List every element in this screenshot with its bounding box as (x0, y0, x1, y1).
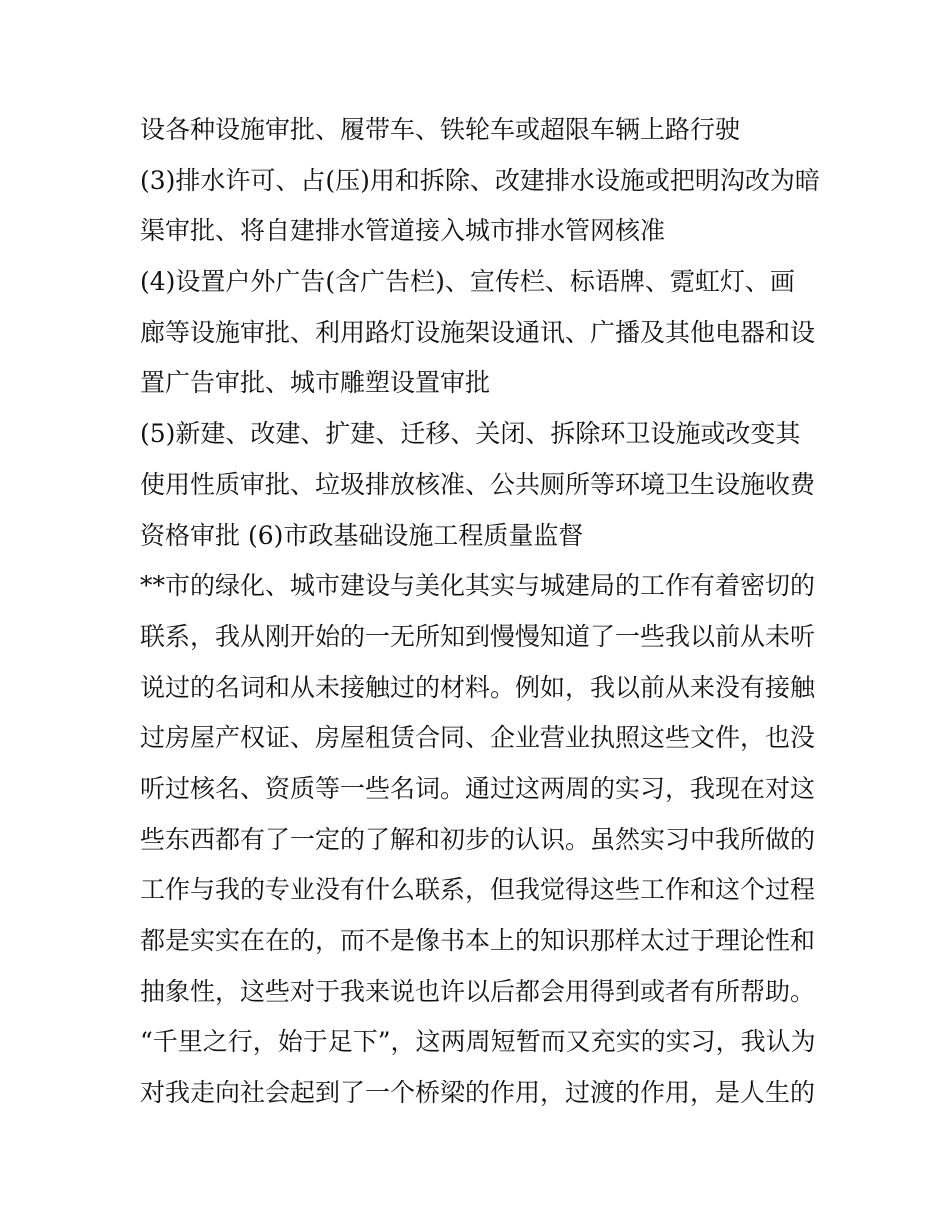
text-line: (5)新建、改建、扩建、迁移、关闭、拆除环卫设施或改变其 (140, 419, 801, 449)
text-line: 资格审批 (6)市政基础设施工程质量监督 (140, 520, 584, 550)
text-line: 抽象性，这些对于我来说也许以后都会用得到或者有所帮助。 (140, 976, 816, 1006)
text-line: (4)设置户外广告(含广告栏)、宣传栏、标语牌、霓虹灯、画 (140, 267, 795, 297)
text-line: 工作与我的专业没有什么联系，但我觉得这些工作和这个过程 (140, 875, 816, 905)
text-line: 廊等设施审批、利用路灯设施架设通讯、广播及其他电器和设 (140, 317, 816, 347)
text-line: 设各种设施审批、履带车、铁轮车或超限车辆上路行驶 (140, 115, 741, 144)
text-line: 过房屋产权证、房屋租赁合同、企业营业执照这些文件，也没 (140, 723, 816, 753)
text-line: 对我走向社会起到了一个桥梁的作用，过渡的作用，是人生的 (140, 1078, 816, 1108)
text-line: “千里之行，始于足下”，这两周短暂而又充实的实习，我认为 (140, 1027, 816, 1057)
text-line: 都是实实在在的，而不是像书本上的知识那样太过于理论性和 (140, 926, 816, 955)
text-line: **市的绿化、城市建设与美化其实与城建局的工作有着密切的 (140, 571, 816, 601)
text-line: (3)排水许可、占(压)用和拆除、改建排水设施或把明沟改为暗 (140, 165, 820, 195)
text-line: 些东西都有了一定的了解和初步的认识。虽然实习中我所做的 (140, 824, 816, 854)
text-line: 说过的名词和从未接触过的材料。例如，我以前从来没有接触 (140, 672, 816, 702)
text-line: 置广告审批、城市雕塑设置审批 (140, 368, 491, 398)
text-line: 联系，我从刚开始的一无所知到慢慢知道了一些我以前从未听 (140, 621, 816, 651)
body-text (140, 105, 820, 1119)
text-line: 听过核名、资质等一些名词。通过这两周的实习，我现在对这 (140, 773, 816, 803)
text-line: 使用性质审批、垃圾排放核准、公共厕所等环境卫生设施收费 (140, 469, 816, 499)
text-line: 渠审批、将自建排水管道接入城市排水管网核准 (140, 216, 666, 246)
